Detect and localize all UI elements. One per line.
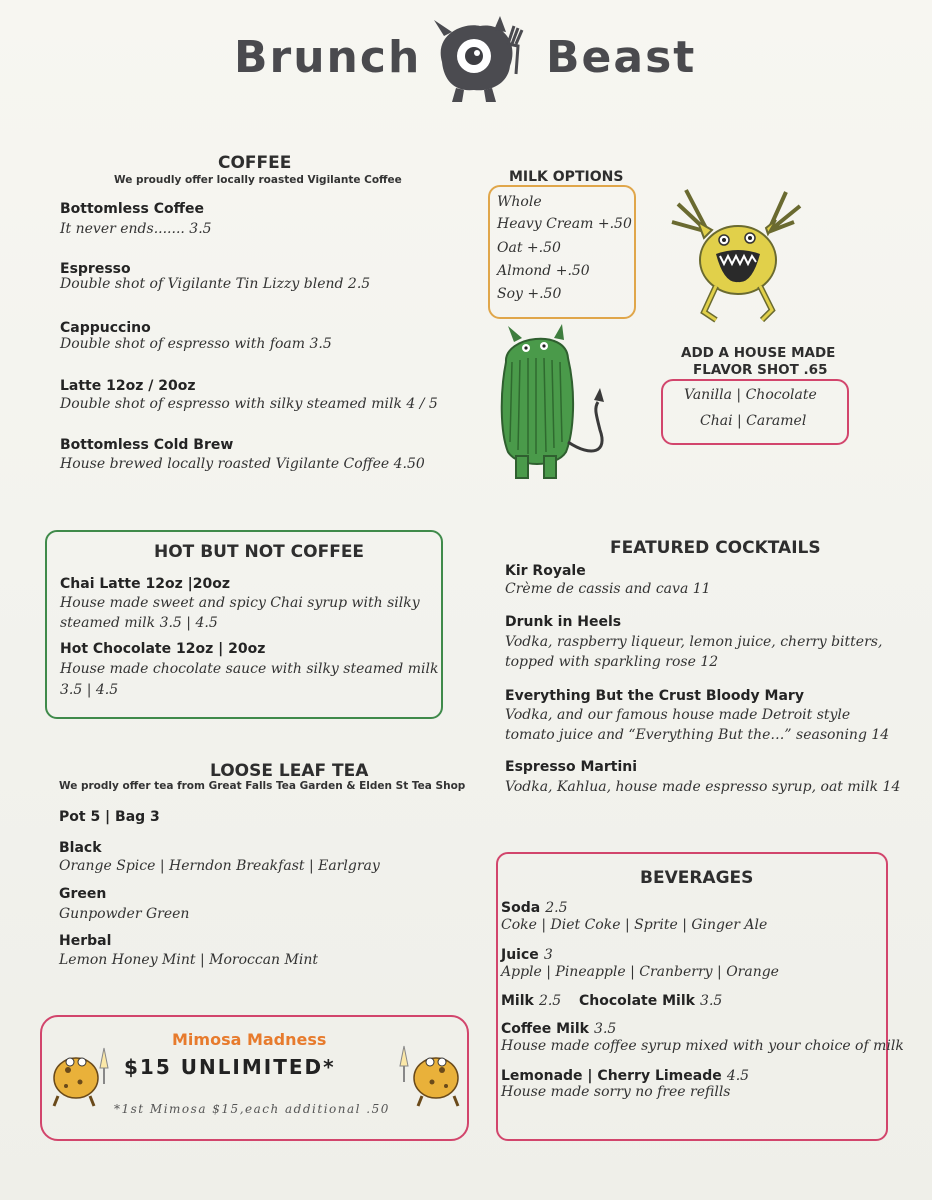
coffee-item-name: Bottomless Cold Brew — [60, 437, 234, 453]
beverages-title: BEVERAGES — [640, 868, 754, 888]
coffee-item-desc: Double shot of espresso with silky steamed milk 4 / 5 — [60, 396, 438, 412]
lemonade-desc: House made sorry no free refills — [501, 1084, 731, 1100]
lemonade-name: Lemonade | Cherry Limeade — [501, 1068, 722, 1084]
hot-item-desc: steamed milk 3.5 | 4.5 — [60, 615, 218, 631]
chocolate-milk-line — [579, 990, 722, 1009]
coffee-subtitle: We proudly offer locally roasted Vigilante Coffee — [114, 174, 402, 186]
coffee-milk-desc: House made coffee syrup mixed with your choice of milk — [501, 1038, 904, 1054]
brand-left: Brunch — [234, 32, 422, 83]
milk-option: Heavy Cream +.50 — [497, 216, 632, 232]
cocktail-desc: tomato juice and “Everything But the…” seasoning 14 — [505, 727, 890, 743]
tea-pot-bag: Pot 5 | Bag 3 — [59, 809, 160, 825]
cocktail-name: Kir Royale — [505, 563, 586, 579]
yellow-monster-icon — [668, 182, 808, 327]
cocktail-name: Drunk in Heels — [505, 614, 622, 630]
mimosa-price: $15 UNLIMITED* — [124, 1055, 336, 1079]
juice-price: 3 — [543, 947, 553, 963]
juice-list: Apple | Pineapple | Cranberry | Orange — [501, 964, 779, 980]
tea-group-desc: Gunpowder Green — [59, 906, 190, 922]
coffee-item-name: Bottomless Coffee — [60, 201, 204, 217]
tea-subtitle: We prodly offer tea from Great Falls Tea Garden & Elden St Tea Shop — [59, 780, 466, 792]
cocktails-title: FEATURED COCKTAILS — [610, 538, 821, 558]
cocktail-desc: Vodka, Kahlua, house made espresso syrup, oat milk 14 — [505, 779, 901, 795]
soda-line — [501, 897, 568, 916]
lemonade-line — [501, 1065, 749, 1084]
green-monster-icon — [496, 322, 616, 484]
mimosa-creature-right-icon — [392, 1038, 468, 1108]
flavor-shot-title-1: ADD A HOUSE MADE — [681, 345, 836, 361]
coffee-item-desc: It never ends....... 3.5 — [60, 221, 212, 237]
chocolate-milk-name: Chocolate Milk — [579, 993, 695, 1009]
milk-name: Milk — [501, 993, 534, 1009]
coffee-item-name: Cappuccino — [60, 320, 151, 336]
tea-title: LOOSE LEAF TEA — [210, 761, 369, 781]
cocktail-desc: topped with sparkling rose 12 — [505, 654, 719, 670]
flavor-shot-title-2: FLAVOR SHOT .65 — [693, 362, 828, 378]
tea-group-name: Black — [59, 840, 102, 856]
tea-group-desc: Orange Spice | Herndon Breakfast | Earlgray — [59, 858, 380, 874]
lemonade-price: 4.5 — [726, 1068, 750, 1084]
coffee-milk-name: Coffee Milk — [501, 1021, 589, 1037]
hot-item-desc: House made sweet and spicy Chai syrup with silky — [60, 595, 420, 611]
hot-item-name: Chai Latte 12oz |20oz — [60, 576, 230, 592]
soda-list: Coke | Diet Coke | Sprite | Ginger Ale — [501, 917, 768, 933]
flavor-shot-row: Chai | Caramel — [700, 413, 807, 429]
cocktail-desc: Crème de cassis and cava 11 — [505, 581, 711, 597]
milk-option: Almond +.50 — [497, 263, 590, 279]
hot-item-name: Hot Chocolate 12oz | 20oz — [60, 641, 266, 657]
cocktail-name: Espresso Martini — [505, 759, 638, 775]
hot-not-coffee-title: HOT BUT NOT COFFEE — [154, 542, 365, 562]
coffee-item-name: Latte 12oz / 20oz — [60, 378, 196, 394]
mimosa-title: Mimosa Madness — [172, 1030, 327, 1049]
milk-option: Oat +.50 — [497, 240, 561, 256]
cocktail-desc: Vodka, and our famous house made Detroit style — [505, 707, 851, 723]
tea-group-name: Green — [59, 886, 107, 902]
mimosa-creature-left-icon — [44, 1038, 120, 1108]
milk-option: Soy +.50 — [497, 286, 562, 302]
milk-line — [501, 990, 561, 1009]
coffee-title: COFFEE — [218, 153, 292, 173]
tea-group-desc: Lemon Honey Mint | Moroccan Mint — [59, 952, 318, 968]
beast-logo-icon — [424, 14, 524, 104]
milk-options-title: MILK OPTIONS — [509, 169, 624, 185]
hot-item-desc: House made chocolate sauce with silky steamed milk — [60, 661, 439, 677]
coffee-milk-line — [501, 1018, 616, 1037]
chocolate-milk-price: 3.5 — [700, 993, 723, 1009]
soda-price: 2.5 — [545, 900, 568, 916]
milk-price: 2.5 — [538, 993, 562, 1009]
brand-right: Beast — [546, 32, 697, 83]
cocktail-name: Everything But the Crust Bloody Mary — [505, 688, 804, 704]
hot-item-desc: 3.5 | 4.5 — [60, 682, 119, 698]
coffee-milk-price: 3.5 — [594, 1021, 617, 1037]
tea-group-name: Herbal — [59, 933, 112, 949]
juice-name: Juice — [501, 947, 539, 963]
coffee-item-desc: House brewed locally roasted Vigilante Coffee 4.50 — [60, 456, 425, 472]
soda-name: Soda — [501, 900, 541, 916]
coffee-item-name: Espresso — [60, 261, 131, 277]
mimosa-note: *1st Mimosa $15,each additional .50 — [114, 1102, 390, 1116]
juice-line — [501, 944, 553, 963]
coffee-item-desc: Double shot of Vigilante Tin Lizzy blend 2.5 — [60, 276, 371, 292]
cocktail-desc: Vodka, raspberry liqueur, lemon juice, cherry bitters, — [505, 634, 883, 650]
coffee-item-desc: Double shot of espresso with foam 3.5 — [60, 336, 332, 352]
milk-option: Whole — [497, 194, 542, 210]
flavor-shot-row: Vanilla | Chocolate — [684, 387, 817, 403]
